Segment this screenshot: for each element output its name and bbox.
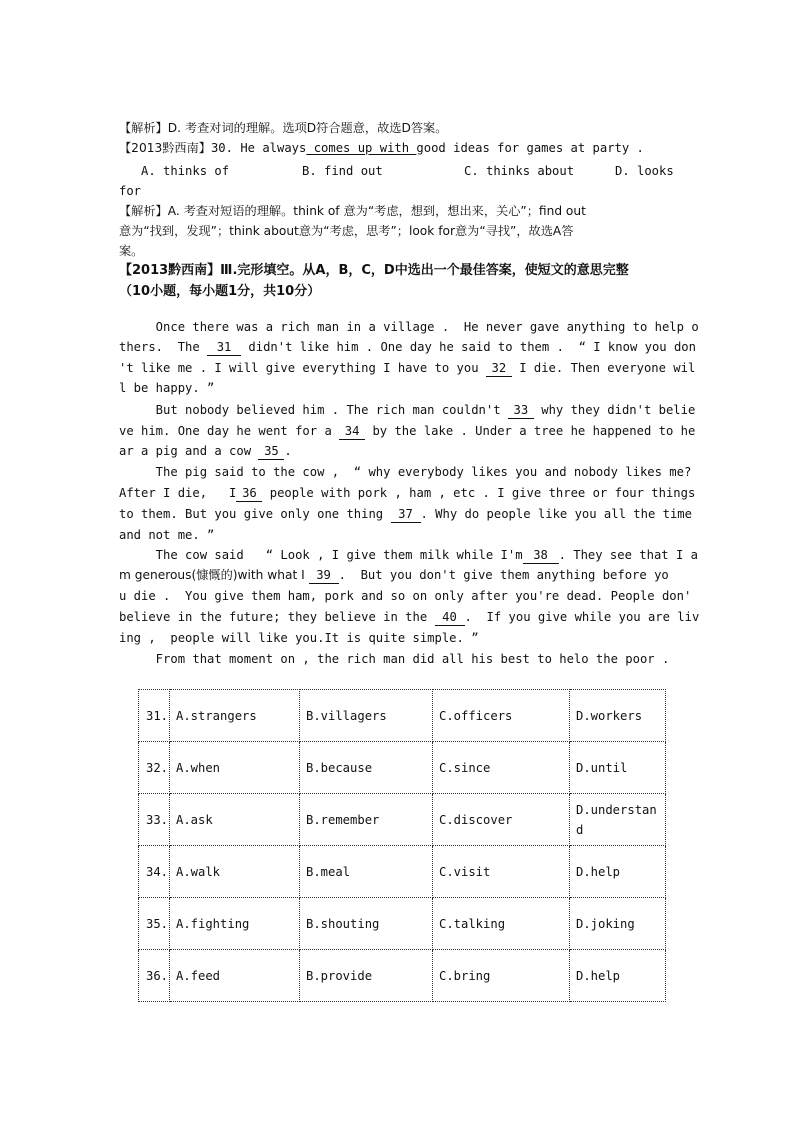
blank-33: 33: [508, 402, 534, 419]
option-b-cell: B.because: [300, 742, 433, 794]
underlined-phrase: comes up with: [306, 141, 417, 155]
passage-line: l be happy. ”: [119, 381, 215, 395]
analysis-29: 【解析】D. 考查对词的理解。选项D符合题意，故选D答案。: [119, 121, 448, 135]
passage-line: From that moment on , the rich man did all his best to helo the poor .: [119, 652, 670, 666]
section-heading-line2: （10小题，每小题1分，共10分）: [119, 284, 321, 299]
table-row: [139, 742, 666, 794]
passage-line: to them. But you give only one thing 37 . Why do people like you all the time: [119, 507, 692, 521]
option-b-cell: B.remember: [300, 794, 433, 846]
blank-38: 38: [523, 547, 559, 564]
option-a-cell: A.strangers: [170, 690, 300, 742]
question-30: [119, 138, 679, 158]
passage-line: believe in the future; they believe in the 40 . If you give while you are liv: [119, 610, 700, 624]
option-b-cell: B.meal: [300, 846, 433, 898]
passage-line: thers. The 31 didn't like him . One day he said to them . “ I know you don: [119, 340, 696, 354]
passage-line: u die . You give them ham, pork and so on only after you're dead. People don': [119, 589, 692, 603]
blank-37: 37: [391, 506, 421, 523]
analysis-30-line2: 意为“找到，发现”；think about意为“考虑，思考”；look for意为“寻找”，故选A答: [119, 224, 574, 238]
passage-line: ve him. One day he went for a 34 by the lake . Under a tree he happened to he: [119, 424, 696, 438]
option-d-cell: D.until: [570, 742, 666, 794]
option-c: C. thinks about: [464, 164, 575, 178]
passage-line: But nobody believed him . The rich man couldn't 33 why they didn't belie: [119, 403, 696, 417]
passage-line: After I die, I 36 people with pork , ham , etc . I give three or four things: [119, 486, 696, 500]
passage-line: Once there was a rich man in a village . He never gave anything to help o: [119, 320, 699, 334]
question-number: 33.: [139, 794, 170, 846]
option-d: D. looks: [615, 164, 674, 178]
blank-39: 39: [309, 567, 339, 584]
blank-31: 31: [207, 339, 241, 356]
blank-35: 35: [258, 443, 284, 460]
passage-line: The cow said “ Look , I give them milk while I'm 38 . They see that I a: [119, 548, 698, 562]
option-b-cell: B.provide: [300, 950, 433, 1002]
option-a-cell: A.when: [170, 742, 300, 794]
option-a-cell: A.feed: [170, 950, 300, 1002]
question-stem-end: good ideas for games at party .: [416, 141, 644, 155]
option-a-cell: A.walk: [170, 846, 300, 898]
blank-34: 34: [339, 423, 365, 440]
passage-line: 't like me . I will give everything I have to you 32 I die. Then everyone wil: [119, 361, 696, 375]
table-row: [139, 898, 666, 950]
question-source: 【2013黔西南】: [119, 141, 211, 155]
options-table: [138, 689, 666, 1002]
option-b-cell: B.shouting: [300, 898, 433, 950]
option-c-cell: C.talking: [433, 898, 570, 950]
analysis-30-line1: 【解析】A. 考查对短语的理解。think of 意为“考虑，想到，想出来，关心”；find out: [119, 204, 586, 218]
option-a-cell: A.fighting: [170, 898, 300, 950]
question-number: 34.: [139, 846, 170, 898]
table-row: [139, 846, 666, 898]
section-heading-line1: 【2013黔西南】Ⅲ.完形填空。从A，B，C，D中选出一个最佳答案，使短文的意思完整: [119, 263, 629, 278]
passage-line: ar a pig and a cow 35 .: [119, 444, 292, 458]
blank-36: 36: [236, 485, 262, 502]
option-b-cell: B.villagers: [300, 690, 433, 742]
table-row: [139, 950, 666, 1002]
blank-40: 40: [435, 609, 465, 626]
option-c-cell: C.visit: [433, 846, 570, 898]
question-number: 35.: [139, 898, 170, 950]
option-d-cell: D.help: [570, 950, 666, 1002]
option-d-cell: D.joking: [570, 898, 666, 950]
question-number: 31.: [139, 690, 170, 742]
analysis-30-line3: 案。: [119, 244, 144, 258]
passage-line: m generous(慷慨的)with what I 39 . But you don't give them anything before yo: [119, 568, 669, 582]
option-d-cell: D.help: [570, 846, 666, 898]
option-c-cell: C.bring: [433, 950, 570, 1002]
option-a: A. thinks of: [141, 164, 230, 178]
option-d-cell: D.workers: [570, 690, 666, 742]
option-c-cell: C.officers: [433, 690, 570, 742]
option-a-cell: A.ask: [170, 794, 300, 846]
option-c-cell: C.since: [433, 742, 570, 794]
question-number: 32.: [139, 742, 170, 794]
question-stem-start: 30. He always: [210, 141, 307, 155]
option-d-cell: D.understand: [570, 794, 666, 846]
option-d-wrap: for: [119, 184, 142, 198]
option-b: B. find out: [302, 164, 383, 178]
blank-32: 32: [486, 360, 512, 377]
option-c-cell: C.discover: [433, 794, 570, 846]
question-number: 36.: [139, 950, 170, 1002]
passage-line: The pig said to the cow , “ why everybody likes you and nobody likes me?: [119, 465, 692, 479]
table-row: [139, 690, 666, 742]
passage-line: and not me. ”: [119, 528, 215, 542]
passage-line: ing , people will like you.It is quite simple. ”: [119, 631, 479, 645]
table-row: [139, 794, 666, 846]
